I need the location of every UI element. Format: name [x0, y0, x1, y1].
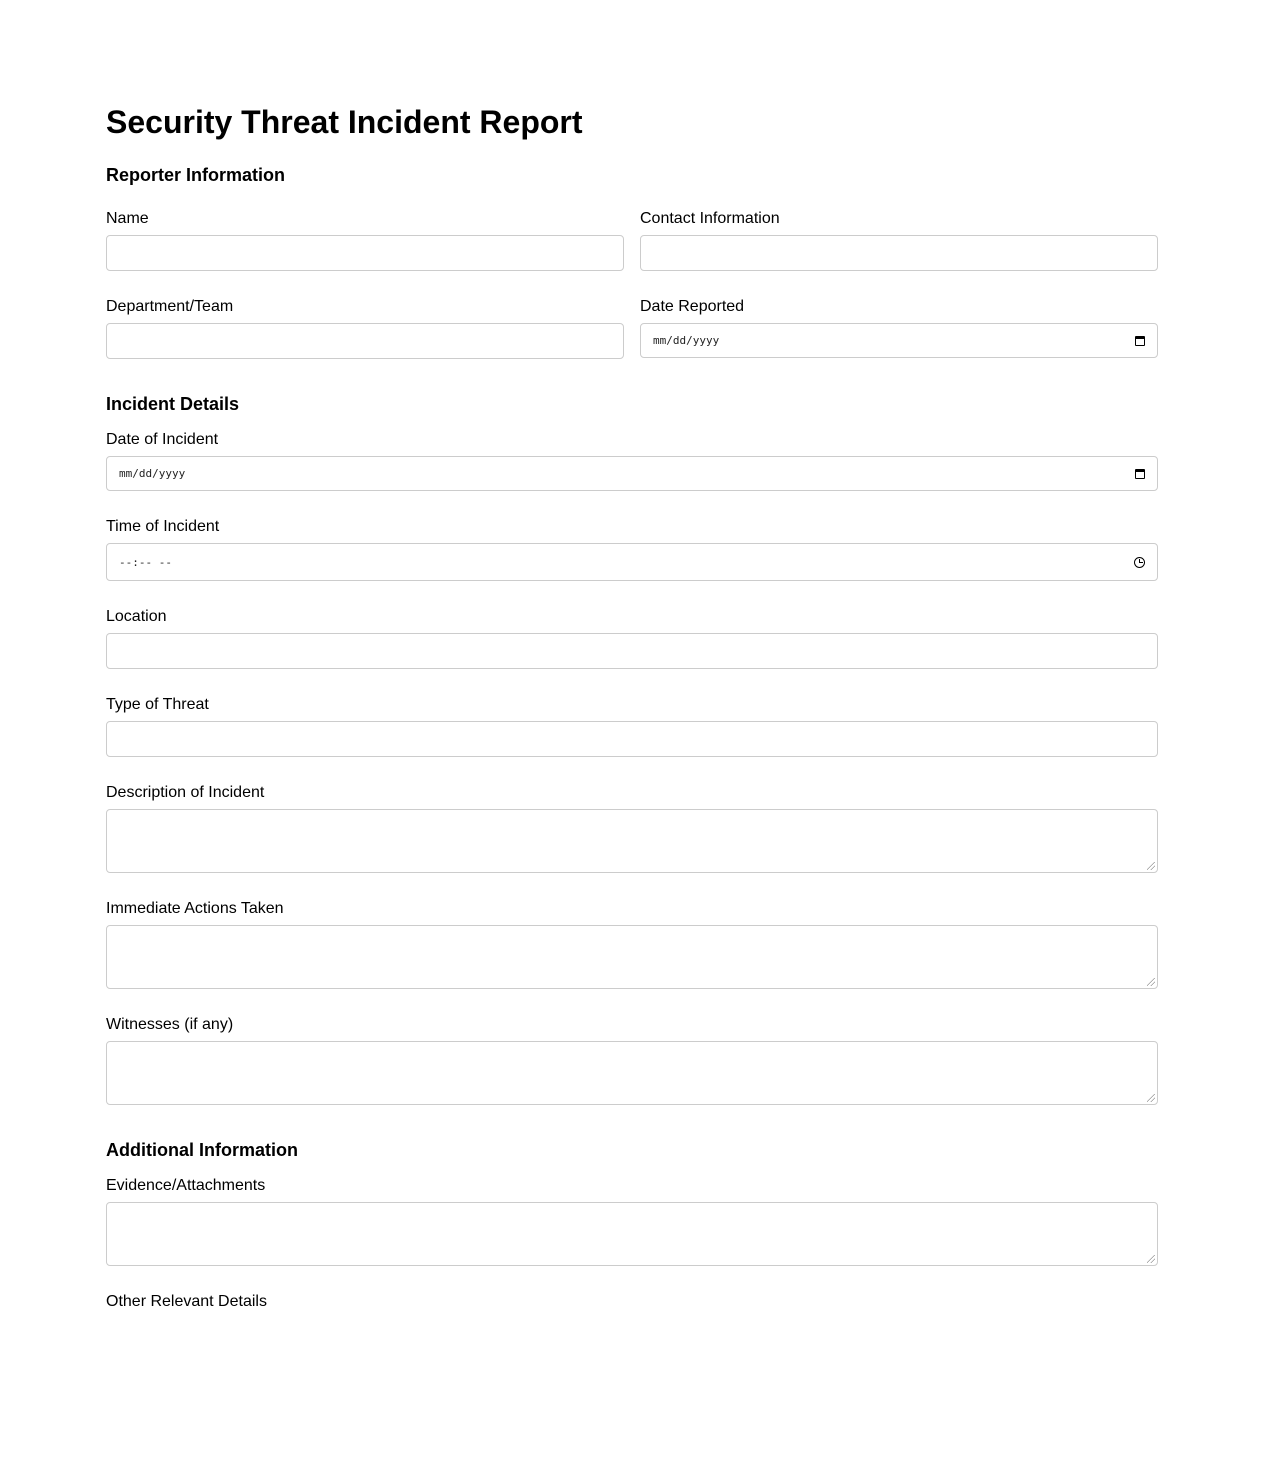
incident-date-label: Date of Incident [106, 431, 219, 448]
evidence-textarea[interactable] [106, 1202, 1158, 1266]
description-label: Description of Incident [106, 784, 265, 801]
incident-time-label: Time of Incident [106, 518, 220, 535]
section-heading-additional: Additional Information [106, 1140, 298, 1160]
witnesses-label: Witnesses (if any) [106, 1016, 234, 1033]
incident-time-input[interactable] [106, 543, 1158, 581]
location-label: Location [106, 608, 167, 625]
resize-handle-icon[interactable] [1147, 978, 1155, 986]
description-textarea[interactable] [106, 809, 1158, 873]
actions-label: Immediate Actions Taken [106, 900, 284, 917]
section-heading-reporter: Reporter Information [106, 165, 286, 185]
incident-report-form [106, 104, 1158, 1315]
witnesses-textarea[interactable] [106, 1041, 1158, 1105]
calendar-icon[interactable] [1135, 336, 1145, 346]
threat-type-input[interactable] [106, 721, 1158, 757]
section-heading-incident: Incident Details [106, 394, 240, 414]
date-reported-label: Date Reported [640, 298, 745, 315]
location-input[interactable] [106, 633, 1158, 669]
evidence-label: Evidence/Attachments [106, 1177, 266, 1194]
other-details-label: Other Relevant Details [106, 1293, 267, 1310]
contact-label: Contact Information [640, 210, 780, 227]
name-input[interactable] [106, 235, 624, 271]
clock-icon[interactable] [1134, 557, 1145, 568]
contact-input[interactable] [640, 235, 1158, 271]
incident-date-input[interactable] [106, 456, 1158, 491]
threat-type-label: Type of Threat [106, 696, 209, 713]
name-label: Name [106, 210, 149, 227]
date-reported-input[interactable] [640, 323, 1158, 358]
resize-handle-icon[interactable] [1147, 862, 1155, 870]
date-reported-placeholder: mm/dd/yyyy [653, 334, 720, 347]
resize-handle-icon[interactable] [1147, 1255, 1155, 1263]
calendar-icon[interactable] [1135, 469, 1145, 479]
department-input[interactable] [106, 323, 624, 359]
resize-handle-icon[interactable] [1147, 1094, 1155, 1102]
incident-date-placeholder: mm/dd/yyyy [119, 467, 186, 480]
incident-time-placeholder: --:-- -- [119, 555, 172, 569]
department-label: Department/Team [106, 298, 234, 315]
page-title: Security Threat Incident Report [106, 104, 583, 140]
actions-textarea[interactable] [106, 925, 1158, 989]
